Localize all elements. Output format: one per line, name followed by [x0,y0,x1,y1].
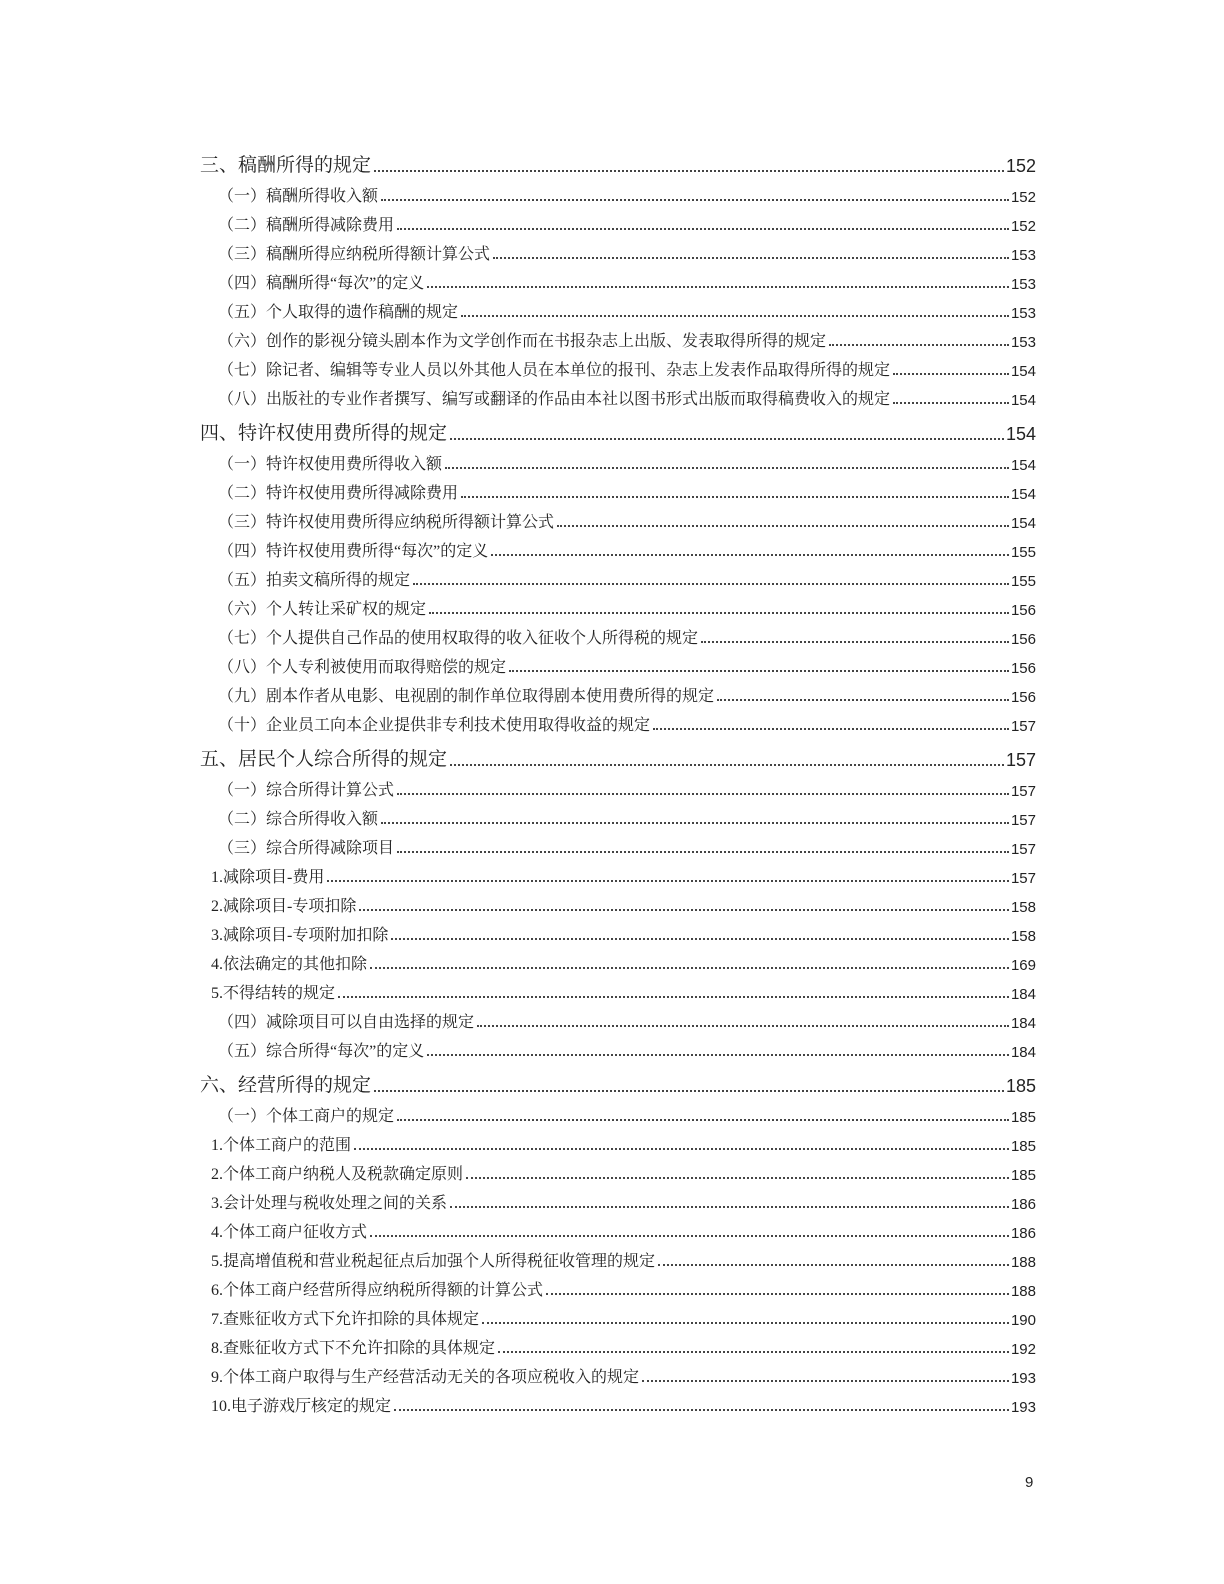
toc-entry-page: 153 [1010,334,1036,351]
toc-entry[interactable] [200,414,1036,450]
dot-leader [391,938,1009,940]
toc-entry-title: （一）综合所得计算公式 [218,782,395,799]
toc-entry-title: 1.减除项目-费用 [211,869,325,886]
toc-entry[interactable] [200,1189,1036,1218]
toc-entry[interactable] [200,805,1036,834]
toc-entry-page: 186 [1010,1196,1036,1213]
dot-leader [374,1090,1004,1092]
dot-leader [327,880,1009,882]
toc-entry-page: 154 [1010,363,1036,380]
toc-entry-page: 157 [1005,750,1036,770]
toc-entry[interactable] [200,921,1036,950]
toc-entry-title: （二）综合所得收入额 [218,811,379,828]
toc-entry[interactable] [200,624,1036,653]
toc-entry-page: 185 [1010,1167,1036,1184]
toc-entry-title: （二）特许权使用费所得减除费用 [218,485,459,502]
toc-entry-page: 185 [1010,1138,1036,1155]
toc-entry-title: 5.不得结转的规定 [211,985,336,1002]
dot-leader [509,670,1009,672]
toc-entry-page: 184 [1010,1044,1036,1061]
toc-entry-page: 155 [1010,573,1036,590]
toc-entry-page: 156 [1010,689,1036,706]
dot-leader [477,1025,1009,1027]
dot-leader [893,373,1009,375]
dot-leader [338,996,1009,998]
toc-entry-page: 153 [1010,305,1036,322]
toc-entry-page: 157 [1010,783,1036,800]
toc-entry[interactable] [200,979,1036,1008]
toc-entry-title: 5.提高增值税和营业税起征点后加强个人所得税征收管理的规定 [211,1253,656,1270]
toc-entry-title: （七）除记者、编辑等专业人员以外其他人员在本单位的报刊、杂志上发表作品取得所得的规定 [218,362,891,379]
toc-entry[interactable] [200,950,1036,979]
toc-entry[interactable] [200,1218,1036,1247]
toc-entry-page: 157 [1010,841,1036,858]
dot-leader [557,525,1009,527]
toc-entry-title: （一）特许权使用费所得收入额 [218,456,443,473]
toc-entry[interactable] [200,182,1036,211]
toc-entry[interactable] [200,1363,1036,1392]
dot-leader [370,967,1009,969]
toc-entry-title: （三）综合所得减除项目 [218,840,395,857]
toc-entry-title: 4.依法确定的其他扣除 [211,956,368,973]
toc-entry[interactable] [200,682,1036,711]
toc-entry-page: 152 [1010,189,1036,206]
toc-entry-page: 186 [1010,1225,1036,1242]
toc-entry[interactable] [200,1276,1036,1305]
toc-entry-title: （四）减除项目可以自由选择的规定 [218,1014,475,1031]
toc-entry[interactable] [200,740,1036,776]
toc-entry[interactable] [200,1037,1036,1066]
toc-entry[interactable] [200,327,1036,356]
toc-entry-title: （一）个体工商户的规定 [218,1108,395,1125]
toc-entry[interactable] [200,1160,1036,1189]
toc-entry-title: 五、居民个人综合所得的规定 [200,749,448,770]
dot-leader [450,438,1004,440]
toc-entry-page: 152 [1010,218,1036,235]
toc-entry-page: 154 [1010,486,1036,503]
dot-leader [829,344,1009,346]
dot-leader [701,641,1009,643]
dot-leader [491,554,1009,556]
toc-entry-page: 156 [1010,660,1036,677]
toc-entry[interactable] [200,1102,1036,1131]
toc-entry-page: 185 [1010,1109,1036,1126]
dot-leader [461,496,1009,498]
toc-entry-title: 8.查账征收方式下不允许扣除的具体规定 [211,1340,496,1357]
dot-leader [427,1054,1009,1056]
toc-entry[interactable] [200,1008,1036,1037]
toc-entry-title: （六）创作的影视分镜头剧本作为文学创作而在书报杂志上出版、发表取得所得的规定 [218,333,827,350]
toc-entry-page: 157 [1010,870,1036,887]
toc-entry-title: （五）综合所得“每次”的定义 [218,1043,425,1060]
table-of-contents [200,146,1036,1421]
dot-leader [381,199,1009,201]
toc-entry-page: 193 [1010,1370,1036,1387]
toc-entry[interactable] [200,1247,1036,1276]
toc-entry-title: （八）出版社的专业作者撰写、编写或翻译的作品由本社以图书形式出版而取得稿费收入的规定 [218,391,891,408]
toc-entry[interactable] [200,298,1036,327]
page-number: 9 [1025,1474,1034,1491]
dot-leader [397,228,1009,230]
dot-leader [413,583,1009,585]
toc-entry[interactable] [200,1066,1036,1102]
toc-entry-title: （六）个人转让采矿权的规定 [218,601,427,618]
toc-entry-page: 157 [1010,718,1036,735]
toc-entry[interactable] [200,211,1036,240]
toc-entry[interactable] [200,356,1036,385]
toc-entry[interactable] [200,479,1036,508]
dot-leader [429,612,1009,614]
toc-entry[interactable] [200,595,1036,624]
toc-entry[interactable] [200,537,1036,566]
toc-entry-title: （九）剧本作者从电影、电视剧的制作单位取得剧本使用费所得的规定 [218,688,715,705]
toc-entry-page: 156 [1010,631,1036,648]
toc-entry-title: （二）稿酬所得减除费用 [218,217,395,234]
dot-leader [653,728,1009,730]
toc-entry[interactable] [200,508,1036,537]
toc-entry[interactable] [200,240,1036,269]
toc-entry-title: （四）稿酬所得“每次”的定义 [218,275,425,292]
toc-entry-title: （五）个人取得的遗作稿酬的规定 [218,304,459,321]
toc-entry-title: 6.个体工商户经营所得应纳税所得额的计算公式 [211,1282,544,1299]
toc-entry-title: （七）个人提供自己作品的使用权取得的收入征收个人所得税的规定 [218,630,699,647]
toc-entry-page: 157 [1010,812,1036,829]
dot-leader [397,793,1009,795]
toc-entry-page: 188 [1010,1254,1036,1271]
dot-leader [717,699,1009,701]
dot-leader [450,764,1004,766]
toc-entry[interactable] [200,146,1036,182]
dot-leader [450,1206,1009,1208]
toc-entry-title: 3.会计处理与税收处理之间的关系 [211,1195,448,1212]
toc-entry-title: （一）稿酬所得收入额 [218,188,379,205]
toc-entry-page: 185 [1005,1076,1036,1096]
toc-entry-title: 7.查账征收方式下允许扣除的具体规定 [211,1311,480,1328]
toc-entry-page: 184 [1010,1015,1036,1032]
toc-entry-title: 六、经营所得的规定 [200,1075,372,1096]
toc-entry-page: 192 [1010,1341,1036,1358]
toc-entry-title: （十）企业员工向本企业提供非专利技术使用取得收益的规定 [218,717,651,734]
toc-entry[interactable] [200,776,1036,805]
toc-entry-page: 152 [1005,156,1036,176]
dot-leader [893,402,1009,404]
dot-leader [498,1351,1009,1353]
toc-entry[interactable] [200,834,1036,863]
toc-entry-title: 4.个体工商户征收方式 [211,1224,368,1241]
dot-leader [370,1235,1009,1237]
toc-entry[interactable] [200,269,1036,298]
toc-entry[interactable] [200,1392,1036,1421]
toc-entry-page: 154 [1010,457,1036,474]
toc-entry-title: 2.个体工商户纳税人及税款确定原则 [211,1166,464,1183]
toc-entry-page: 153 [1010,276,1036,293]
dot-leader [354,1148,1009,1150]
dot-leader [445,467,1009,469]
dot-leader [397,1119,1009,1121]
dot-leader [461,315,1009,317]
toc-entry-page: 169 [1010,957,1036,974]
dot-leader [658,1264,1009,1266]
toc-entry-title: 三、稿酬所得的规定 [200,155,372,176]
toc-entry-title: 1.个体工商户的范围 [211,1137,352,1154]
dot-leader [359,909,1009,911]
toc-entry-page: 153 [1010,247,1036,264]
toc-entry-title: （五）拍卖文稿所得的规定 [218,572,411,589]
toc-entry-title: （三）特许权使用费所得应纳税所得额计算公式 [218,514,555,531]
toc-entry-page: 154 [1010,392,1036,409]
toc-entry-page: 154 [1005,424,1036,444]
toc-entry-page: 190 [1010,1312,1036,1329]
toc-entry-title: （四）特许权使用费所得“每次”的定义 [218,543,489,560]
toc-entry-title: 9.个体工商户取得与生产经营活动无关的各项应税收入的规定 [211,1369,640,1386]
toc-entry-page: 156 [1010,602,1036,619]
toc-entry[interactable] [200,450,1036,479]
toc-entry[interactable] [200,1305,1036,1334]
toc-entry[interactable] [200,1131,1036,1160]
toc-entry[interactable] [200,892,1036,921]
toc-entry[interactable] [200,863,1036,892]
toc-entry[interactable] [200,385,1036,414]
dot-leader [642,1380,1009,1382]
dot-leader [381,822,1009,824]
toc-entry[interactable] [200,711,1036,740]
dot-leader [394,1409,1009,1411]
toc-entry-title: 3.减除项目-专项附加扣除 [211,927,389,944]
toc-entry-title: 2.减除项目-专项扣除 [211,898,357,915]
dot-leader [466,1177,1009,1179]
dot-leader [482,1322,1009,1324]
dot-leader [397,851,1009,853]
toc-entry-page: 154 [1010,515,1036,532]
toc-entry-page: 155 [1010,544,1036,561]
toc-entry[interactable] [200,1334,1036,1363]
toc-entry-page: 158 [1010,928,1036,945]
dot-leader [427,286,1009,288]
toc-entry-page: 188 [1010,1283,1036,1300]
toc-entry[interactable] [200,653,1036,682]
toc-entry-title: 四、特许权使用费所得的规定 [200,423,448,444]
dot-leader [374,170,1004,172]
dot-leader [546,1293,1009,1295]
toc-entry-page: 184 [1010,986,1036,1003]
toc-entry-title: （三）稿酬所得应纳税所得额计算公式 [218,246,491,263]
toc-entry-title: （八）个人专利被使用而取得赔偿的规定 [218,659,507,676]
toc-entry-title: 10.电子游戏厅核定的规定 [211,1398,392,1415]
toc-entry[interactable] [200,566,1036,595]
toc-entry-page: 158 [1010,899,1036,916]
toc-entry-page: 193 [1010,1399,1036,1416]
dot-leader [493,257,1009,259]
